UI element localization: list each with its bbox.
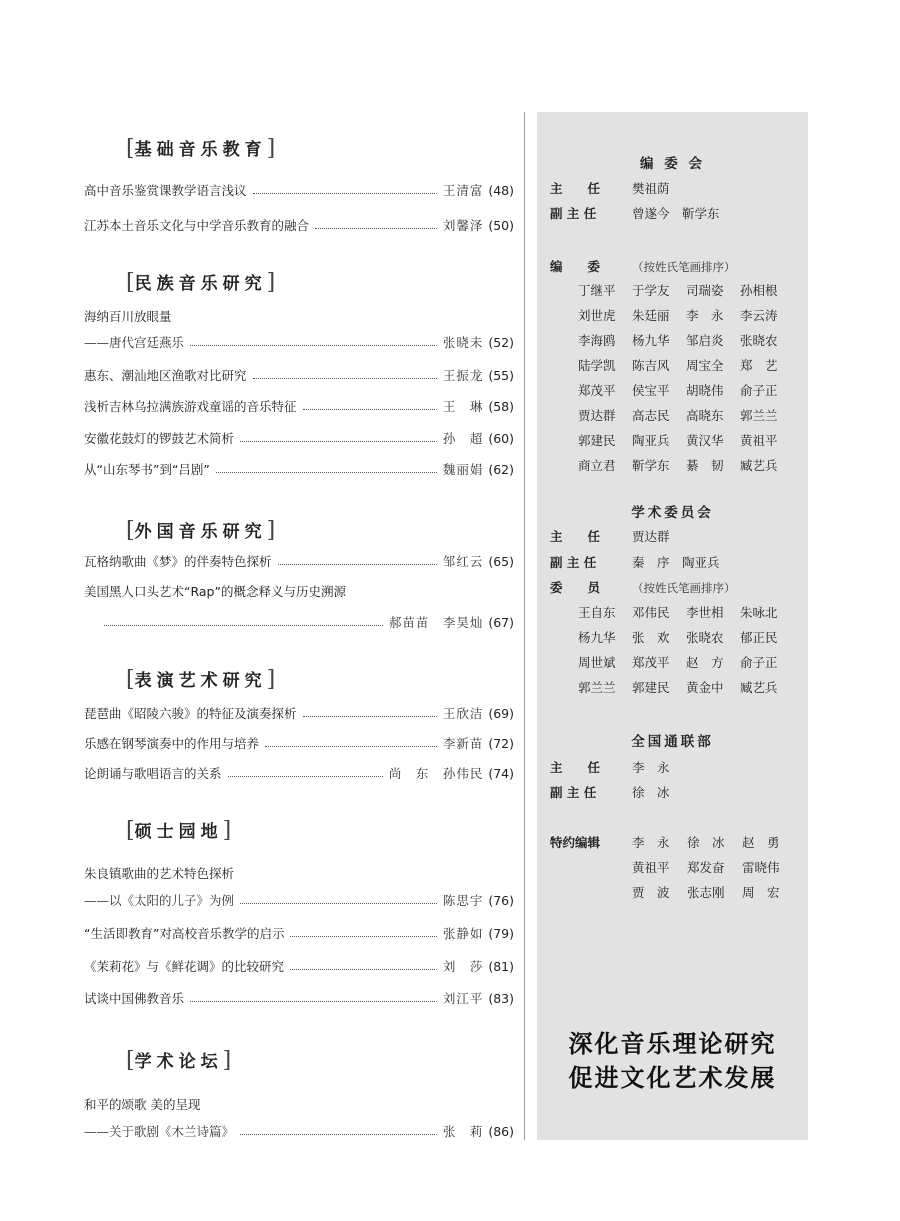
role-label: 主 任 bbox=[550, 181, 601, 196]
special-editors-row bbox=[550, 833, 632, 853]
entry-title: 浅析吉林乌拉满族游戏童谣的音乐特征 bbox=[84, 399, 297, 414]
member-name: 臧艺兵 bbox=[740, 458, 778, 473]
member-name: 郑发奋 bbox=[687, 860, 725, 875]
member-name: 贾达群 bbox=[578, 408, 616, 423]
toc-entry[interactable] bbox=[84, 704, 514, 724]
toc-entry[interactable] bbox=[84, 764, 514, 784]
section-heading: [表演艺术研究] bbox=[126, 667, 276, 692]
member-name: 靳学东 bbox=[632, 458, 670, 473]
entry-author: 张静如 bbox=[442, 926, 484, 941]
member-name: 赵 方 bbox=[686, 655, 724, 670]
entry-author: 刘江平 bbox=[442, 991, 484, 1006]
role-label: 编 委 bbox=[550, 259, 601, 274]
entry-title: 惠东、潮汕地区渔歌对比研究 bbox=[84, 368, 247, 383]
leader-dots bbox=[278, 563, 437, 565]
leader-dots bbox=[253, 192, 437, 194]
member-name: 孙相根 bbox=[740, 283, 778, 298]
slogan-line-2: 促进文化艺术发展 bbox=[568, 1063, 777, 1092]
member-name: 郑 艺 bbox=[740, 358, 778, 373]
toc-entry[interactable] bbox=[84, 181, 514, 201]
entry-author: 孙 超 bbox=[442, 431, 484, 446]
member-name: 郑茂平 bbox=[578, 383, 616, 398]
entry-title: 乐感在钢琴演奏中的作用与培养 bbox=[84, 736, 260, 751]
entry-author: 陈思宇 bbox=[442, 893, 484, 908]
entry-author: 李新苗 bbox=[442, 736, 484, 751]
member-name: 于学友 bbox=[632, 283, 670, 298]
editorial-board-heading: 编 委 会 bbox=[640, 156, 705, 172]
leader-dots bbox=[290, 935, 436, 937]
toc-entry[interactable] bbox=[84, 924, 514, 944]
toc-entry[interactable] bbox=[84, 460, 514, 480]
slogan-line-1: 深化音乐理论研究 bbox=[568, 1029, 777, 1058]
member-name: 邓伟民 bbox=[632, 605, 670, 620]
entry-page: (74) bbox=[488, 766, 514, 781]
member-name: 商立君 bbox=[578, 458, 616, 473]
entry-title[interactable]: 朱良镇歌曲的艺术特色探析 bbox=[84, 866, 235, 881]
editorial-director-row bbox=[550, 179, 670, 199]
entry-page: (67) bbox=[488, 615, 514, 630]
member-name: 郭兰兰 bbox=[740, 408, 778, 423]
section-heading: [硕士园地] bbox=[126, 818, 232, 843]
member-name: 张晓农 bbox=[740, 333, 778, 348]
leader-dots bbox=[303, 408, 437, 410]
member-name: 臧艺兵 bbox=[740, 680, 778, 695]
leader-dots bbox=[315, 227, 437, 229]
entry-title: 《茉莉花》与《鲜花调》的比较研究 bbox=[84, 959, 285, 974]
section-heading: [学术论坛] bbox=[126, 1048, 232, 1073]
member-name: 杨九华 bbox=[632, 333, 670, 348]
entry-title: 高中音乐鉴赏课教学语言浅议 bbox=[84, 183, 247, 198]
member-name: 司瑞姿 bbox=[686, 283, 724, 298]
member-name: 赵 勇 bbox=[742, 835, 780, 850]
member-name: 王自东 bbox=[578, 605, 616, 620]
academic-members-row bbox=[550, 578, 736, 598]
toc-entry[interactable] bbox=[84, 891, 514, 911]
entry-page: (50) bbox=[488, 218, 514, 233]
member-name: 郭建民 bbox=[632, 680, 670, 695]
member-name: 张 欢 bbox=[632, 630, 670, 645]
toc-entry[interactable] bbox=[104, 613, 514, 633]
leader-dots bbox=[240, 1133, 437, 1135]
role-label: 主 任 bbox=[550, 529, 601, 544]
toc-entry[interactable] bbox=[84, 216, 514, 236]
member-name: 丁继平 bbox=[578, 283, 616, 298]
entry-author: 张 莉 bbox=[442, 1124, 484, 1139]
liaison-heading: 全国通联部 bbox=[631, 734, 714, 750]
masthead-panel bbox=[537, 112, 808, 1140]
member-name: 雷晓伟 bbox=[742, 860, 780, 875]
entry-page: (62) bbox=[488, 462, 514, 477]
role-label: 副 主 任 bbox=[550, 555, 597, 570]
member-name: 朱廷丽 bbox=[632, 308, 670, 323]
member-name: 郁正民 bbox=[740, 630, 778, 645]
member-name: 黄祖平 bbox=[632, 860, 670, 875]
leader-dots bbox=[240, 440, 437, 442]
member-name: 胡晓伟 bbox=[686, 383, 724, 398]
entry-page: (72) bbox=[488, 736, 514, 751]
entry-author: 王 琳 bbox=[442, 399, 484, 414]
member-name: 李海鸥 bbox=[578, 333, 616, 348]
member-name: 俞子正 bbox=[740, 655, 778, 670]
member-name: 张志刚 bbox=[687, 885, 725, 900]
entry-page: (81) bbox=[488, 959, 514, 974]
member-name: 周 宏 bbox=[742, 885, 780, 900]
entry-title[interactable]: 和平的颂歌 美的呈现 bbox=[84, 1097, 201, 1112]
entry-page: (83) bbox=[488, 991, 514, 1006]
entry-author: 尚 东 孙伟民 bbox=[388, 766, 484, 781]
academic-committee-heading: 学术委员会 bbox=[631, 505, 714, 521]
entry-author: 刘馨泽 bbox=[442, 218, 484, 233]
member-name: 侯宝平 bbox=[632, 383, 670, 398]
member-name: 郑茂平 bbox=[632, 655, 670, 670]
member-name: 张晓农 bbox=[686, 630, 724, 645]
person-name: 曾遂今 靳学东 bbox=[632, 206, 720, 221]
liaison-deputy-row bbox=[550, 783, 670, 803]
member-name: 周世斌 bbox=[578, 655, 616, 670]
member-name: 黄金中 bbox=[686, 680, 724, 695]
entry-author: 郝苗苗 李昊灿 bbox=[388, 615, 484, 630]
member-name: 贾 波 bbox=[632, 885, 670, 900]
ordering-note: （按姓氏笔画排序） bbox=[632, 581, 736, 595]
member-name: 黄祖平 bbox=[740, 433, 778, 448]
member-name: 李世相 bbox=[686, 605, 724, 620]
toc-entry[interactable] bbox=[84, 734, 514, 754]
entry-title: 从“山东琴书”到“吕剧” bbox=[84, 462, 210, 477]
entry-page: (58) bbox=[488, 399, 514, 414]
toc-entry[interactable] bbox=[84, 333, 514, 353]
entry-title[interactable]: 海纳百川放眼量 bbox=[84, 309, 172, 324]
member-name: 陆学凯 bbox=[578, 358, 616, 373]
academic-deputy-row bbox=[550, 553, 720, 573]
toc-entry[interactable] bbox=[84, 429, 514, 449]
entry-title: 江苏本土音乐文化与中学音乐教育的融合 bbox=[84, 218, 310, 233]
leader-dots bbox=[104, 624, 383, 626]
role-label: 特约编辑 bbox=[550, 835, 601, 850]
section-heading: [外国音乐研究] bbox=[126, 518, 276, 543]
entry-title: 论朗诵与歌唱语言的关系 bbox=[84, 766, 222, 781]
column-divider bbox=[524, 112, 525, 1140]
member-name: 陈吉风 bbox=[632, 358, 670, 373]
member-name: 徐 冰 bbox=[687, 835, 725, 850]
entry-title: 琵琶曲《昭陵六骏》的特征及演奏探析 bbox=[84, 706, 297, 721]
role-label: 委 员 bbox=[550, 580, 601, 595]
person-name: 徐 冰 bbox=[632, 785, 670, 800]
role-label: 副 主 任 bbox=[550, 785, 597, 800]
entry-author: 王欣洁 bbox=[442, 706, 484, 721]
member-name: 高志民 bbox=[632, 408, 670, 423]
academic-director-row bbox=[550, 527, 670, 547]
member-name: 李 永 bbox=[632, 835, 670, 850]
entry-page: (60) bbox=[488, 431, 514, 446]
entry-page: (69) bbox=[488, 706, 514, 721]
member-name: 俞子正 bbox=[740, 383, 778, 398]
member-name: 朱咏北 bbox=[740, 605, 778, 620]
entry-page: (65) bbox=[488, 554, 514, 569]
leader-dots bbox=[265, 745, 437, 747]
member-name: 李 永 bbox=[686, 308, 724, 323]
member-name: 陶亚兵 bbox=[632, 433, 670, 448]
entry-author: 魏丽娟 bbox=[442, 462, 484, 477]
entry-title: “生活即教育”对高校音乐教学的启示 bbox=[84, 926, 285, 941]
member-name: 杨九华 bbox=[578, 630, 616, 645]
person-name: 贾达群 bbox=[632, 529, 670, 544]
leader-dots bbox=[253, 377, 437, 379]
leader-dots bbox=[228, 775, 383, 777]
leader-dots bbox=[240, 902, 437, 904]
role-label: 副 主 任 bbox=[550, 206, 597, 221]
entry-title: 安徽花鼓灯的锣鼓艺术简析 bbox=[84, 431, 235, 446]
entry-author: 张晓未 bbox=[442, 335, 484, 350]
person-name: 樊祖荫 bbox=[632, 181, 670, 196]
section-heading: [基础音乐教育] bbox=[126, 136, 276, 161]
editorial-deputy-row bbox=[550, 204, 720, 224]
entry-author: 邹红云 bbox=[442, 554, 484, 569]
entry-page: (48) bbox=[488, 183, 514, 198]
toc-entry[interactable] bbox=[84, 552, 514, 572]
toc-entry[interactable] bbox=[84, 397, 514, 417]
member-name: 李云涛 bbox=[740, 308, 778, 323]
member-name: 周宝全 bbox=[686, 358, 724, 373]
leader-dots bbox=[190, 1000, 437, 1002]
entry-title: 试谈中国佛教音乐 bbox=[84, 991, 185, 1006]
entry-page: (86) bbox=[488, 1124, 514, 1139]
person-name: 秦 序 陶亚兵 bbox=[632, 555, 720, 570]
member-name: 黄汉华 bbox=[686, 433, 724, 448]
leader-dots bbox=[303, 715, 437, 717]
entry-page: (79) bbox=[488, 926, 514, 941]
editorial-members-row bbox=[550, 257, 736, 277]
member-name: 郭建民 bbox=[578, 433, 616, 448]
member-name: 郭兰兰 bbox=[578, 680, 616, 695]
entry-subtitle: ——关于歌剧《木兰诗篇》 bbox=[84, 1124, 235, 1139]
liaison-director-row bbox=[550, 758, 670, 778]
role-label: 主 任 bbox=[550, 760, 601, 775]
entry-title: 瓦格纳歌曲《梦》的伴奏特色探析 bbox=[84, 554, 272, 569]
member-name: 高晓东 bbox=[686, 408, 724, 423]
leader-dots bbox=[190, 344, 437, 346]
entry-subtitle: ——唐代宫廷燕乐 bbox=[84, 335, 185, 350]
entry-author: 王振龙 bbox=[442, 368, 484, 383]
toc-entry[interactable] bbox=[84, 957, 514, 977]
ordering-note: （按姓氏笔画排序） bbox=[632, 260, 736, 274]
leader-dots bbox=[216, 471, 437, 473]
toc-entry[interactable] bbox=[84, 366, 514, 386]
section-heading: [民族音乐研究] bbox=[126, 270, 276, 295]
entry-author: 王清富 bbox=[442, 183, 484, 198]
entry-subtitle: ——以《太阳的儿子》为例 bbox=[84, 893, 235, 908]
leader-dots bbox=[290, 968, 437, 970]
entry-page: (76) bbox=[488, 893, 514, 908]
entry-page: (55) bbox=[488, 368, 514, 383]
toc-entry[interactable] bbox=[84, 989, 514, 1009]
toc-entry[interactable] bbox=[84, 1122, 514, 1142]
member-name: 綦 韧 bbox=[686, 458, 724, 473]
person-name: 李 永 bbox=[632, 760, 670, 775]
member-name: 邹启炎 bbox=[686, 333, 724, 348]
member-name: 刘世虎 bbox=[578, 308, 616, 323]
entry-title[interactable]: 美国黑人口头艺术“Rap”的概念释义与历史溯源 bbox=[84, 584, 346, 599]
entry-author: 刘 莎 bbox=[442, 959, 484, 974]
entry-page: (52) bbox=[488, 335, 514, 350]
